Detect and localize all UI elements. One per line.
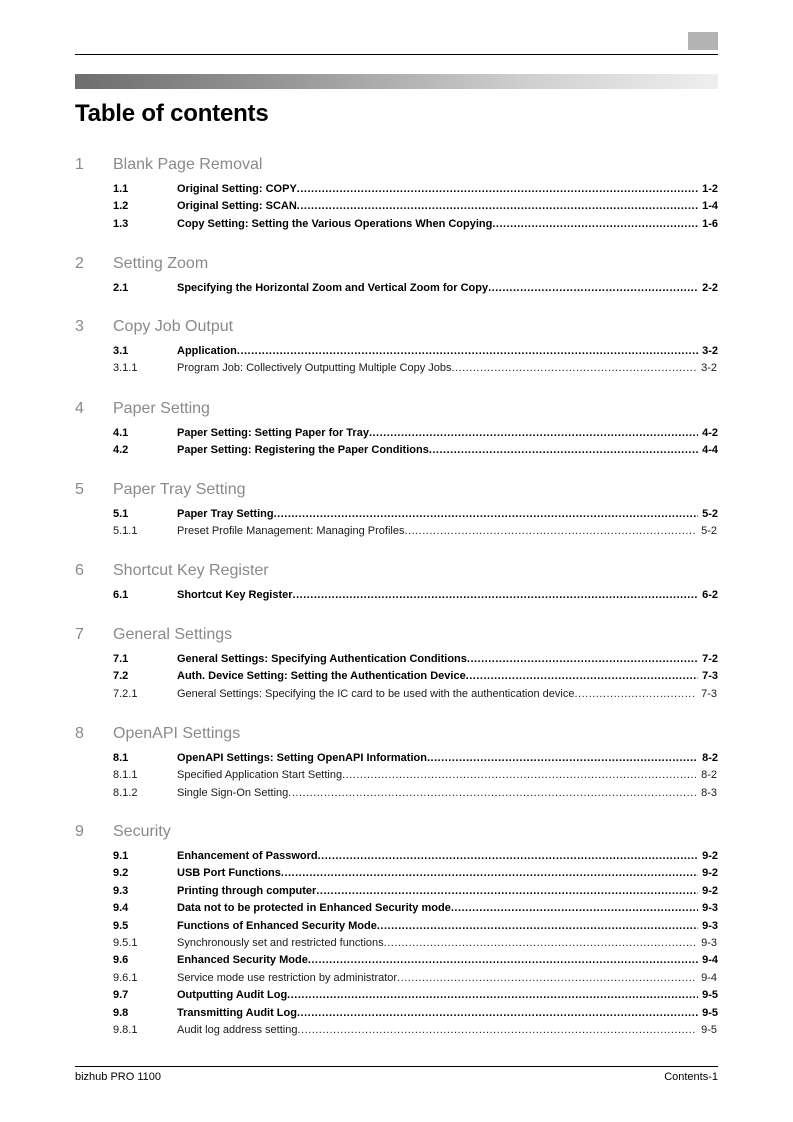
toc-entry[interactable] [0, 181, 793, 198]
toc-entry[interactable] [0, 785, 793, 802]
toc-entry[interactable] [0, 216, 793, 233]
toc-entry[interactable] [0, 686, 793, 703]
entry-page-number: 9-4 [702, 954, 718, 967]
entry-number: 9.6 [113, 954, 129, 967]
entry-page-number: 9-5 [702, 1006, 718, 1019]
entry-title-with-leader [177, 935, 696, 952]
chapter-5 [0, 480, 793, 541]
chapter-entries [0, 848, 793, 1039]
entry-page-number: 5-2 [701, 525, 717, 538]
dot-leader [384, 935, 696, 952]
toc-entry[interactable] [0, 587, 793, 604]
entry-number: 7.1 [113, 653, 129, 665]
chapter-heading[interactable] [0, 254, 793, 274]
entry-number: 9.5 [113, 919, 129, 932]
chapter-6 [0, 561, 793, 604]
entry-page-number: 9-3 [702, 902, 718, 915]
footer-page-number: Contents-1 [664, 1071, 718, 1083]
entry-title-with-leader [177, 587, 698, 604]
entry-title-with-leader [177, 523, 696, 540]
chapter-heading[interactable] [0, 399, 793, 419]
entry-page-number: 3-2 [701, 362, 717, 375]
chapter-title: Paper Setting [113, 400, 210, 417]
entry-title-with-leader [177, 360, 696, 377]
entry-title: Specifying the Horizontal Zoom and Vertical Zoom for Copy [177, 282, 489, 294]
entry-title-with-leader [177, 918, 698, 935]
dot-leader [466, 668, 698, 685]
entry-title: Enhanced Security Mode [177, 954, 308, 967]
entry-page-number: 4-2 [702, 427, 718, 439]
entry-page-number: 9-5 [702, 989, 718, 1002]
toc-entry[interactable] [0, 970, 793, 987]
entry-number: 2.1 [113, 282, 129, 294]
entry-page-number: 9-3 [701, 936, 717, 949]
chapter-entries [0, 651, 793, 703]
entry-number: 1.1 [113, 183, 129, 195]
entry-title-with-leader [177, 767, 696, 784]
entry-title: USB Port Functions [177, 867, 281, 880]
chapter-title: Security [113, 823, 171, 840]
dot-leader [297, 1022, 696, 1039]
dot-leader [308, 952, 698, 969]
entry-title: Specified Application Start Setting [177, 769, 343, 782]
entry-page-number: 8-2 [702, 752, 718, 764]
entry-title: Functions of Enhanced Security Mode [177, 919, 377, 932]
entry-title: General Settings: Specifying the IC card to be used with the authentication device [177, 687, 575, 700]
entry-number: 4.2 [113, 444, 129, 457]
entry-number: 1.3 [113, 217, 129, 230]
footer-product-name: bizhub PRO 1100 [75, 1071, 162, 1083]
chapter-heading[interactable] [0, 822, 793, 842]
entry-number: 6.1 [113, 589, 129, 601]
entry-title-with-leader [177, 668, 698, 685]
entry-title: Auth. Device Setting: Setting the Authentication Device [177, 670, 466, 683]
entry-number: 9.1 [113, 850, 129, 862]
entry-page-number: 9-5 [701, 1023, 717, 1036]
chapter-4 [0, 399, 793, 460]
chapter-entries [0, 587, 793, 604]
dot-leader [467, 651, 698, 668]
entry-number: 3.1 [113, 345, 129, 357]
dot-leader [288, 785, 696, 802]
entry-number: 9.6.1 [113, 971, 138, 984]
entry-title-with-leader [177, 181, 698, 198]
chapter-title: General Settings [113, 626, 233, 643]
toc-entry[interactable] [0, 506, 793, 523]
dot-leader [237, 343, 698, 360]
dot-leader [342, 767, 696, 784]
entry-number: 9.8.1 [113, 1023, 138, 1036]
entry-title: Application [177, 345, 237, 357]
chapter-number: 8 [75, 725, 84, 742]
chapter-heading[interactable] [0, 625, 793, 645]
entry-title: Enhancement of Password [177, 850, 318, 862]
entry-page-number: 9-2 [702, 867, 718, 880]
entry-title-with-leader [177, 442, 698, 459]
entry-page-number: 9-2 [702, 884, 718, 897]
entry-title: Preset Profile Management: Managing Profiles [177, 525, 405, 538]
toc-entry[interactable] [0, 865, 793, 882]
entry-title: Program Job: Collectively Outputting Multiple Copy Jobs [177, 362, 452, 375]
entry-page-number: 7-3 [701, 687, 717, 700]
entry-page-number: 1-6 [702, 217, 718, 230]
toc-entry[interactable] [0, 1022, 793, 1039]
entry-title-with-leader [177, 848, 698, 865]
chapter-8 [0, 724, 793, 802]
entry-number: 1.2 [113, 200, 129, 213]
toc-entry[interactable] [0, 848, 793, 865]
chapter-title: Shortcut Key Register [113, 562, 269, 579]
entry-title: OpenAPI Settings: Setting OpenAPI Information [177, 752, 427, 764]
chapter-title: Paper Tray Setting [113, 481, 246, 498]
chapter-title: Setting Zoom [113, 255, 209, 272]
entry-number: 9.3 [113, 884, 129, 897]
dot-leader [429, 442, 698, 459]
chapter-number: 4 [75, 400, 84, 417]
entry-title: Original Setting: SCAN [177, 200, 297, 213]
chapter-1 [0, 155, 793, 233]
entry-title: Single Sign-On Setting [177, 786, 289, 799]
entry-number: 5.1.1 [113, 525, 138, 538]
entry-title: Paper Setting: Setting Paper for Tray [177, 427, 369, 439]
dot-leader [281, 865, 698, 882]
toc-entry[interactable] [0, 280, 793, 297]
entry-title-with-leader [177, 198, 698, 215]
entry-page-number: 2-2 [702, 282, 718, 294]
entry-title-with-leader [177, 865, 698, 882]
entry-number: 5.1 [113, 508, 129, 520]
chapter-title: OpenAPI Settings [113, 725, 241, 742]
entry-title-with-leader [177, 785, 696, 802]
dot-leader [488, 280, 698, 297]
entry-page-number: 4-4 [702, 444, 718, 457]
chapter-heading[interactable] [0, 561, 793, 581]
entry-title-with-leader [177, 987, 698, 1004]
chapter-number: 6 [75, 562, 84, 579]
entry-number: 7.2.1 [113, 687, 138, 700]
dot-leader [452, 360, 696, 377]
entry-title-with-leader [177, 883, 698, 900]
chapter-title: Blank Page Removal [113, 156, 263, 173]
entry-page-number: 7-2 [702, 653, 718, 665]
entry-title: Paper Setting: Registering the Paper Conditions [177, 444, 429, 457]
dot-leader [404, 523, 696, 540]
entry-title-with-leader [177, 651, 698, 668]
chapter-number: 7 [75, 626, 84, 643]
entry-title-with-leader [177, 343, 698, 360]
entry-page-number: 8-2 [701, 769, 717, 782]
entry-number: 4.1 [113, 427, 129, 439]
chapter-2 [0, 254, 793, 297]
chapter-entries [0, 280, 793, 297]
dot-leader [297, 1005, 698, 1022]
entry-title: Copy Setting: Setting the Various Operations When Copying [177, 217, 493, 230]
entry-title-with-leader [177, 425, 698, 442]
chapter-number: 5 [75, 481, 84, 498]
entry-title-with-leader [177, 280, 698, 297]
entry-number: 8.1.2 [113, 786, 138, 799]
entry-page-number: 1-2 [702, 183, 718, 195]
toc-entry[interactable] [0, 523, 793, 540]
dot-leader [397, 970, 696, 987]
page-title: Table of contents [75, 100, 269, 127]
entry-page-number: 6-2 [702, 589, 718, 601]
dot-leader [293, 587, 698, 604]
dot-leader [451, 900, 698, 917]
entry-title: Data not to be protected in Enhanced Security mode [177, 902, 451, 915]
dot-leader [318, 848, 698, 865]
chapter-entries [0, 750, 793, 802]
chapter-entries [0, 506, 793, 541]
dot-leader [377, 918, 698, 935]
dot-leader [274, 506, 698, 523]
entry-number: 9.4 [113, 902, 129, 915]
dot-leader [297, 181, 698, 198]
toc-entry[interactable] [0, 750, 793, 767]
entry-title-with-leader [177, 506, 698, 523]
toc-entry[interactable] [0, 987, 793, 1004]
entry-title-with-leader [177, 216, 698, 233]
entry-title: Transmitting Audit Log [177, 1006, 297, 1019]
entry-number: 3.1.1 [113, 362, 138, 375]
dot-leader [297, 198, 698, 215]
toc-entry[interactable] [0, 442, 793, 459]
chapter-number: 2 [75, 255, 84, 272]
entry-title: Synchronously set and restricted functions [177, 936, 384, 949]
toc-entry[interactable] [0, 651, 793, 668]
toc-entry[interactable] [0, 198, 793, 215]
toc-entry[interactable] [0, 360, 793, 377]
entry-title-with-leader [177, 952, 698, 969]
entry-page-number: 8-3 [701, 786, 717, 799]
entry-title-with-leader [177, 686, 696, 703]
chapter-heading[interactable] [0, 480, 793, 500]
dot-leader [316, 883, 698, 900]
chapter-heading[interactable] [0, 155, 793, 175]
entry-title-with-leader [177, 750, 698, 767]
entry-title-with-leader [177, 1022, 696, 1039]
toc-entry[interactable] [0, 935, 793, 952]
entry-title: Original Setting: COPY [177, 183, 297, 195]
entry-title-with-leader [177, 900, 698, 917]
entry-page-number: 3-2 [702, 345, 718, 357]
entry-title: Audit log address setting [177, 1023, 298, 1036]
entry-page-number: 5-2 [702, 508, 718, 520]
toc-entry[interactable] [0, 343, 793, 360]
entry-title-with-leader [177, 1005, 698, 1022]
dot-leader [427, 750, 698, 767]
chapter-number: 9 [75, 823, 84, 840]
dot-leader [369, 425, 698, 442]
entry-number: 8.1.1 [113, 769, 138, 782]
entry-number: 9.7 [113, 989, 129, 1002]
entry-title: Printing through computer [177, 884, 317, 897]
chapter-heading[interactable] [0, 724, 793, 744]
chapter-heading[interactable] [0, 317, 793, 337]
toc-entry[interactable] [0, 767, 793, 784]
entry-title: General Settings: Specifying Authentication Conditions [177, 653, 467, 665]
entry-number: 8.1 [113, 752, 129, 764]
toc-entry[interactable] [0, 883, 793, 900]
entry-page-number: 1-4 [702, 200, 718, 213]
chapter-3 [0, 317, 793, 378]
footer-rule [75, 1066, 718, 1067]
toc-entry[interactable] [0, 900, 793, 917]
chapter-7 [0, 625, 793, 703]
chapter-entries [0, 343, 793, 378]
entry-page-number: 9-2 [702, 850, 718, 862]
entry-page-number: 9-4 [701, 971, 717, 984]
entry-number: 7.2 [113, 670, 129, 683]
entry-title: Outputting Audit Log [177, 989, 288, 1002]
entry-number: 9.2 [113, 867, 129, 880]
chapter-number: 3 [75, 318, 84, 335]
entry-title: Service mode use restriction by administrator [177, 971, 398, 984]
entry-number: 9.5.1 [113, 936, 138, 949]
dot-leader [492, 216, 698, 233]
chapter-9 [0, 822, 793, 1039]
entry-title: Paper Tray Setting [177, 508, 274, 520]
toc-entry[interactable] [0, 1005, 793, 1022]
toc-entry[interactable] [0, 952, 793, 969]
entry-number: 9.8 [113, 1006, 129, 1019]
chapter-title: Copy Job Output [113, 318, 234, 335]
dot-leader [287, 987, 698, 1004]
entry-page-number: 7-3 [702, 670, 718, 683]
entry-title-with-leader [177, 970, 696, 987]
entry-title: Shortcut Key Register [177, 589, 293, 601]
toc-entry[interactable] [0, 425, 793, 442]
chapter-entries [0, 425, 793, 460]
chapter-number: 1 [75, 156, 84, 173]
chapter-entries [0, 181, 793, 233]
toc-entry[interactable] [0, 668, 793, 685]
toc-entry[interactable] [0, 918, 793, 935]
entry-page-number: 9-3 [702, 919, 718, 932]
